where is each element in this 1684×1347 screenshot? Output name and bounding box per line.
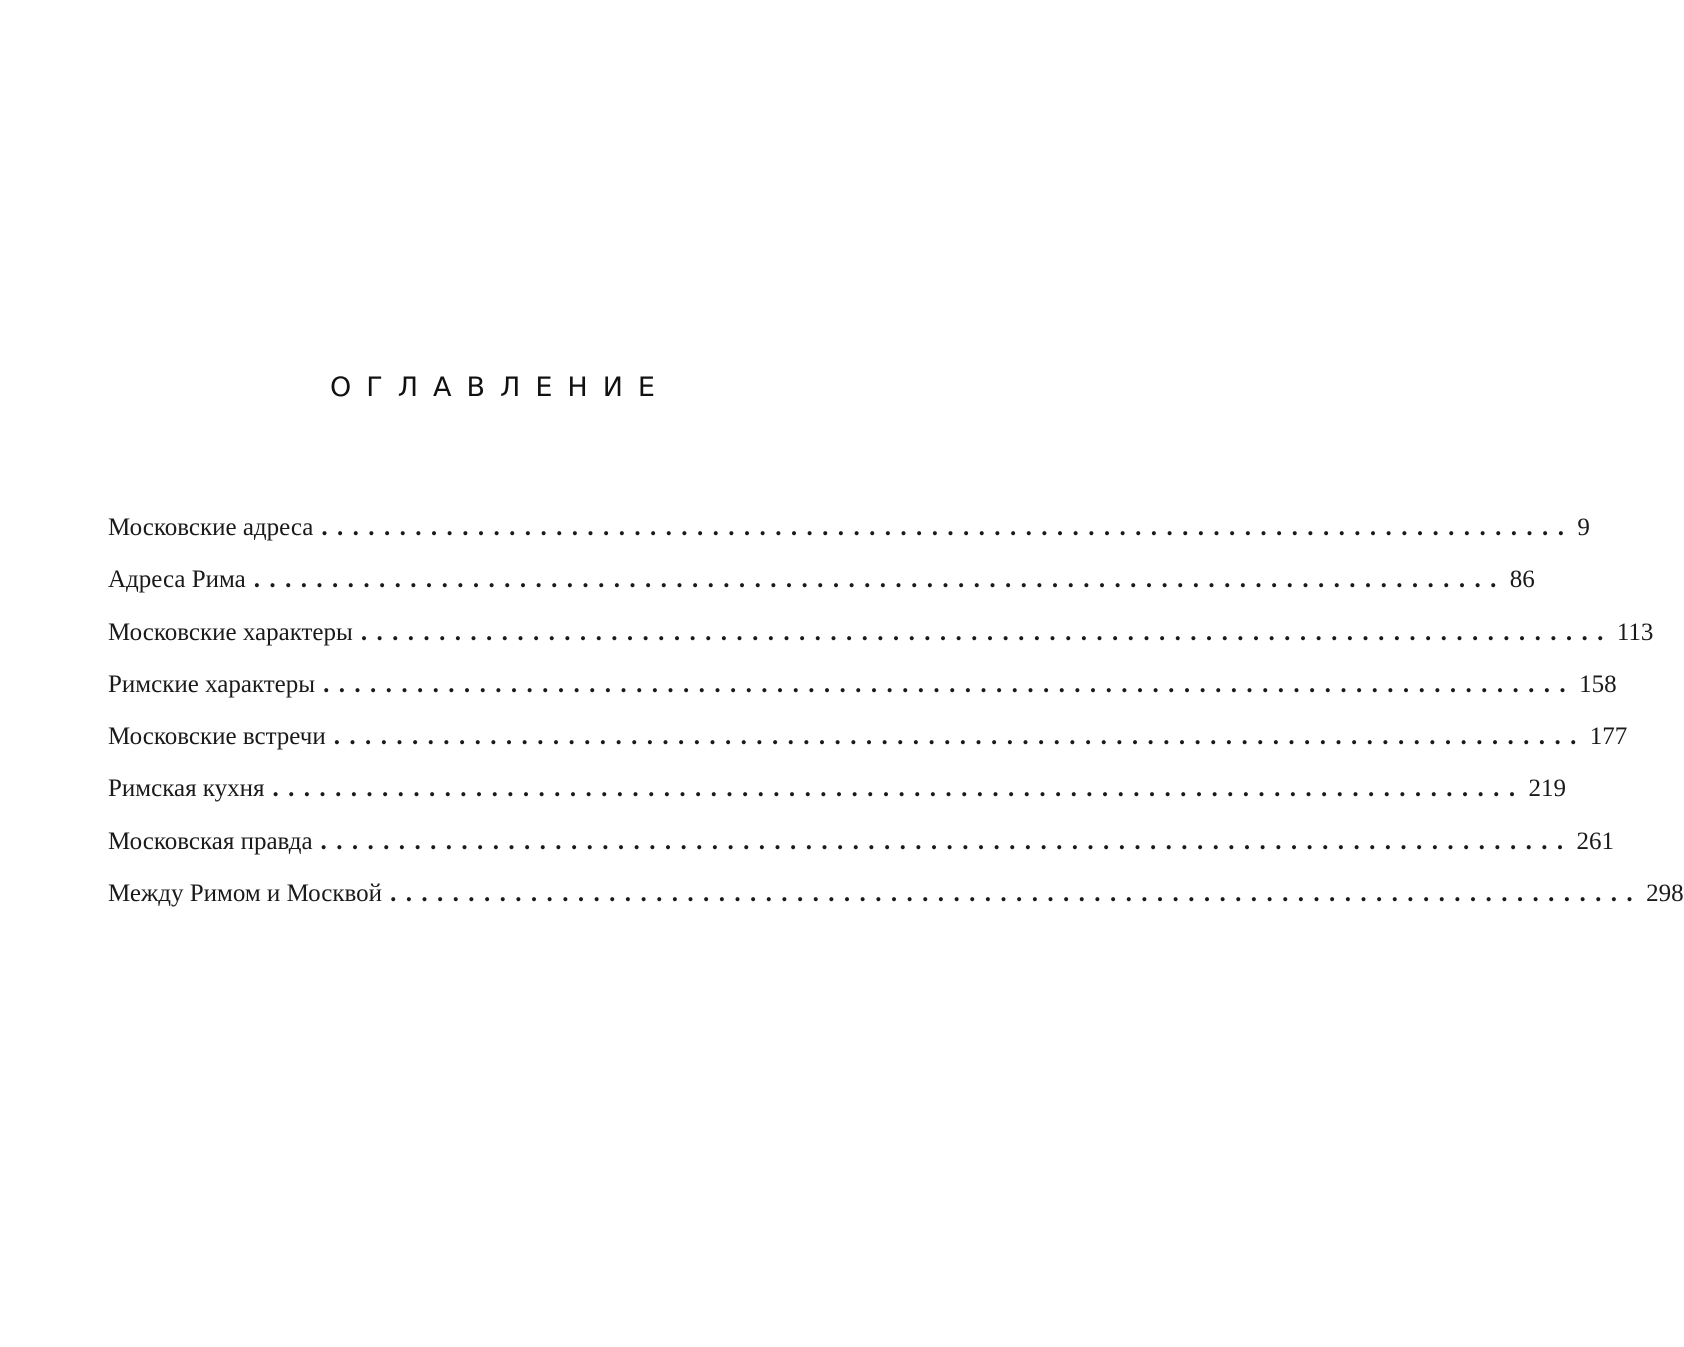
- toc-entry: [108, 566, 1535, 618]
- toc-entry: [108, 880, 1684, 932]
- toc-entry-title: Московские характеры: [108, 618, 353, 646]
- toc-entry-page: 113: [1616, 618, 1654, 646]
- toc-entry: [108, 775, 1566, 827]
- dot-leader: ................................................................................: [321, 514, 1574, 541]
- toc-entry-title: Московские адреса: [108, 514, 314, 541]
- toc-entry-title: Адреса Рима: [108, 566, 246, 594]
- dot-leader: ................................................................................: [360, 618, 1613, 646]
- toc-entry: [108, 670, 1617, 723]
- toc-list: [108, 514, 1684, 932]
- toc-entry-title: Московская правда: [108, 827, 313, 855]
- dot-leader: ................................................................................: [390, 880, 1643, 908]
- toc-entry-page: 261: [1576, 827, 1615, 855]
- toc-entry-page: 177: [1589, 723, 1628, 751]
- dot-leader: ................................................................................: [272, 775, 1525, 803]
- dot-leader: ................................................................................: [333, 723, 1586, 751]
- toc-entry-title: Римские характеры: [108, 670, 316, 698]
- toc-entry: [108, 514, 1590, 566]
- toc-entry-title: Римская кухня: [108, 775, 265, 803]
- toc-entry-title: Московские встречи: [108, 723, 326, 751]
- toc-entry-page: 219: [1528, 775, 1566, 803]
- dot-leader: ................................................................................: [323, 670, 1576, 698]
- dot-leader: ................................................................................: [253, 566, 1506, 594]
- toc-entry-page: 158: [1579, 670, 1617, 698]
- toc-entry-page: 86: [1509, 566, 1535, 594]
- toc-entry: [108, 618, 1654, 671]
- toc-heading: ОГЛАВЛЕНИЕ: [330, 372, 670, 403]
- dot-leader: ................................................................................: [320, 827, 1573, 855]
- toc-entry: [108, 723, 1628, 775]
- toc-entry-title: Между Римом и Москвой: [108, 880, 383, 908]
- toc-entry-page: 9: [1577, 514, 1590, 541]
- toc-entry-page: 298: [1646, 880, 1684, 908]
- toc-entry: [108, 827, 1615, 880]
